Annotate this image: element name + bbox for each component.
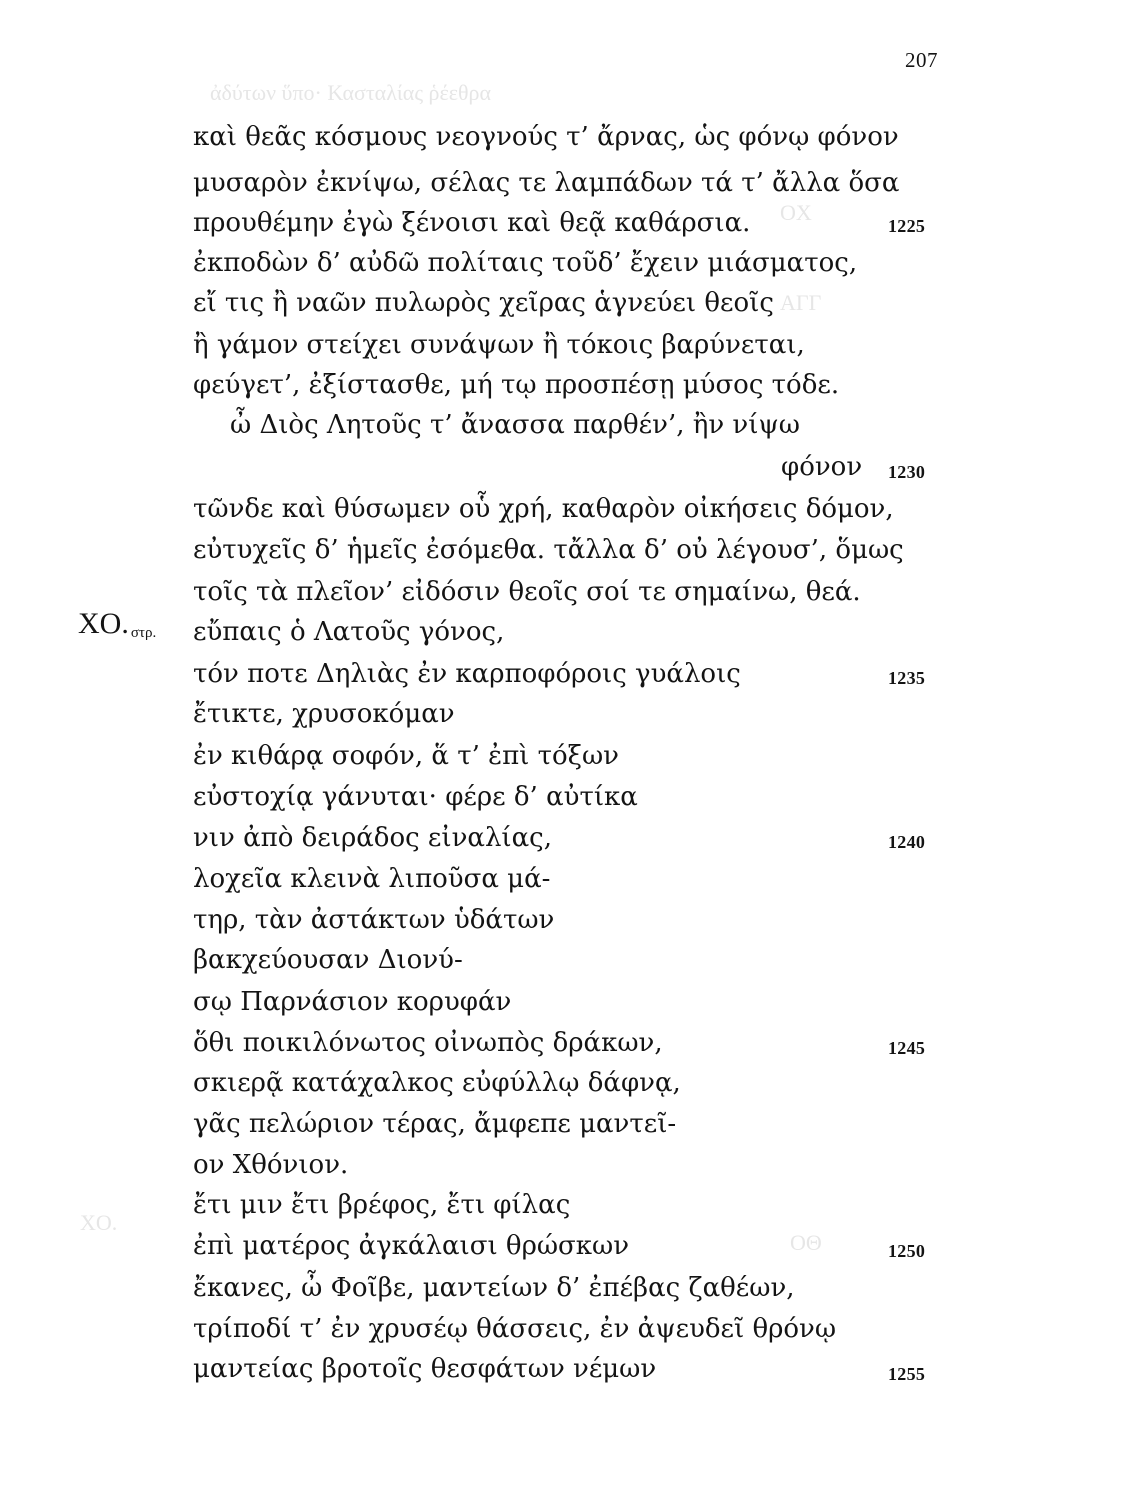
verse-line: σκιερᾷ κατάχαλκος εὐφύλλῳ δάφνᾳ, [193,1068,681,1098]
strophe-marker: στρ. [130,625,157,641]
line-number: 1230 [888,462,926,482]
verse-line: ὅθι ποικιλόνωτος οἰνωπὸς δράκων, [193,1028,663,1058]
verse-line: προυθέμην ἐγὼ ξένοισι καὶ θεᾷ καθάρσια. [193,208,751,238]
verse-line: εὐτυχεῖς δ’ ἡμεῖς ἐσόμεθα. τἄλλα δ’ οὐ λέγουσ’, ὅμως [193,535,904,565]
line-number: 1245 [888,1038,926,1058]
speaker-name: ΧΟ. [78,607,129,640]
verse-line: ον Χθόνιον. [193,1150,349,1180]
ghost-text: ΑΓΓ [780,290,822,315]
verse-line: ἐπὶ ματέρος ἀγκάλαισι θρώσκων [193,1231,630,1261]
line-number: 1250 [888,1241,926,1261]
verse-line: εὔπαις ὁ Λατοῦς γόνος, [193,617,505,647]
verse-line: τοῖς τὰ πλεῖον’ εἰδόσιν θεοῖς σοί τε σημαίνω, θεά. [193,577,861,607]
verse-line: φεύγετ’, ἐξίστασθε, μή τῳ προσπέσῃ μύσος τόδε. [193,370,840,400]
verse-line: ἔκανες, ὦ Φοῖβε, μαντείων δ’ ἐπέβας ζαθέων, [193,1273,795,1303]
verse-line: γᾶς πελώριον τέρας, ἄμφεπε μαντεῖ- [193,1109,677,1139]
line-number: 1235 [888,668,926,688]
verse-line: τῶνδε καὶ θύσωμεν οὗ χρή, καθαρὸν οἰκήσεις δόμον, [193,494,894,524]
verse-line: ἐκποδὼν δ’ αὐδῶ πολίταις τοῦδ’ ἔχειν μιάσματος, [193,248,858,278]
verse-line: μαντείας βροτοῖς θεσφάτων νέμων [193,1354,657,1384]
verse-line: ἐν κιθάρᾳ σοφόν, ἅ τ’ ἐπὶ τόξων [193,741,619,771]
verse-line: σῳ Παρνάσιον κορυφάν [193,987,512,1017]
verse-line: τόν ποτε Δηλιὰς ἐν καρποφόροις γυάλοις [193,659,741,689]
verse-line: εἴ τις ἢ ναῶν πυλωρὸς χεῖρας ἁγνεύει θεοῖς [193,288,774,318]
verse-line: καὶ θεᾶς κόσμους νεογνούς τ’ ἄρνας, ὡς φόνῳ φόνον [193,122,899,152]
verse-line: μυσαρὸν ἐκνίψω, σέλας τε λαμπάδων τά τ’ ἄλλα ὅσα [193,168,900,198]
ghost-text: ΧΟ. [80,1210,118,1235]
ghost-text: ἀδύτων ὕπο· Κασταλίας ῥέεθρα [210,80,492,105]
ghost-text: ΟΘ [790,1230,822,1255]
verse-line: τρίποδί τ’ ἐν χρυσέῳ θάσσεις, ἐν ἀψευδεῖ θρόνῳ [193,1314,837,1344]
verse-line: φόνον [781,452,863,482]
verse-line: ἔτικτε, χρυσοκόμαν [193,699,455,729]
verse-line: εὐστοχίᾳ γάνυται· φέρε δ’ αὐτίκα [193,782,638,812]
verse-line: ἢ γάμον στείχει συνάψων ἢ τόκοις βαρύνεται, [193,330,805,360]
verse-line: βακχεύουσαν Διονύ- [193,945,463,975]
line-number: 1240 [888,832,926,852]
line-number: 1225 [888,216,926,236]
ghost-text: ΟΧ [780,200,812,225]
speaker-label [78,607,156,642]
page-number: 207 [905,48,938,72]
verse-line: λοχεῖα κλεινὰ λιποῦσα μά- [193,864,551,894]
verse-line: ἔτι μιν ἔτι βρέφος, ἔτι φίλας [193,1190,571,1220]
verse-line: ὦ Διὸς Λητοῦς τ’ ἄνασσα παρθέν’, ἢν νίψω [230,410,800,440]
verse-line: νιν ἀπὸ δειράδος εἰναλίας, [193,823,553,853]
line-number: 1255 [888,1364,926,1384]
verse-line: τηρ, τὰν ἀστάκτων ὑδάτων [193,905,555,935]
